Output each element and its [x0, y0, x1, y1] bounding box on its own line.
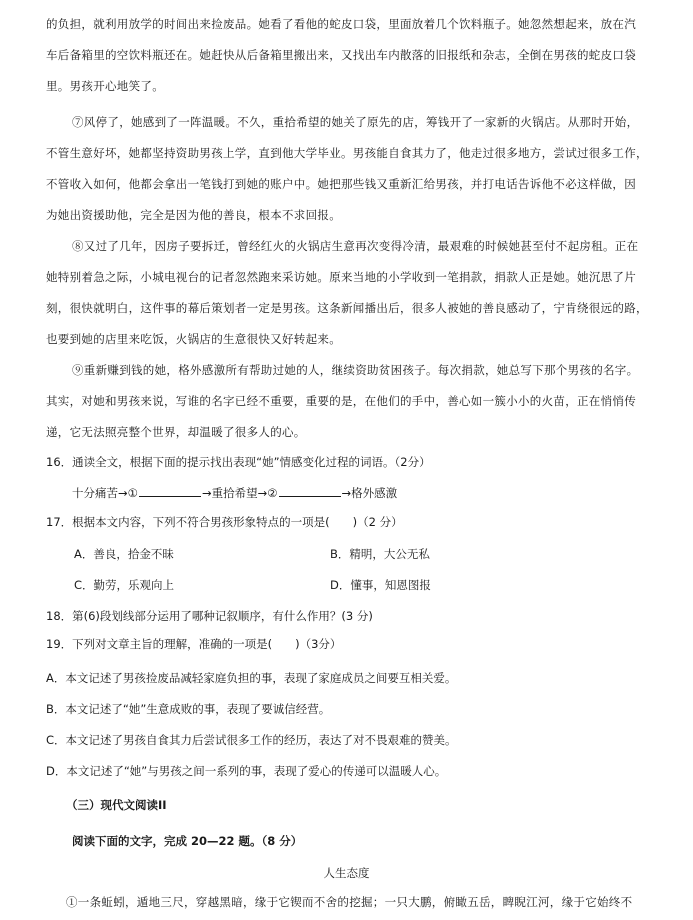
question-17-option-c[interactable]: C．勤劳，乐观向上 — [74, 578, 175, 592]
passage-line: ⑦风停了，她感到了一阵温暖。不久，重拾希望的她关了原先的店，筹钱开了一家新的火锅店。从那时开始， — [72, 115, 639, 129]
passage-line: 她特别着急之际，小城电视台的记者忽然跑来采访她。原来当地的小学收到一笔捐款，捐款人正是她。她沉思了片 — [46, 270, 636, 284]
passage-line: 也要到她的店里来吃饭，火锅店的生意很快又好转起来。 — [46, 332, 341, 346]
question-17-stem: 17．根据本文内容，下列不符合男孩形象特点的一项是( )（2 分） — [46, 515, 403, 529]
question-17-option-a[interactable]: A．善良，拾金不昧 — [74, 547, 174, 561]
chain-end: →格外感激 — [341, 486, 398, 500]
section-heading: （三）现代文阅读II — [66, 798, 167, 812]
chain-middle: →重拾希望→② — [201, 486, 278, 500]
question-19-option-d[interactable]: D．本文记述了“她”与男孩之间一系列的事，表现了爱心的传递可以温暖人心。 — [46, 764, 447, 778]
passage-line: ⑧又过了几年，因房子要拆迁，曾经红火的火锅店生意再次变得冷清，最艰难的时候她甚至付不起房租。正在 — [72, 239, 639, 253]
passage-line: ⑨重新赚到钱的她，格外感激所有帮助过她的人，继续资助贫困孩子。每次捐款，她总写下那个男孩的名字。 — [72, 363, 639, 377]
passage-line: 里。男孩开心地笑了。 — [46, 79, 164, 93]
question-19-option-c[interactable]: C．本文记述了男孩自食其力后尝试很多工作的经历，表达了对不畏艰难的赞美。 — [46, 733, 457, 747]
passage-line: 的负担，就利用放学的时间出来捡废品。她看了看他的蛇皮口袋，里面放着几个饮料瓶子。她忽然想起来，放在汽 — [46, 17, 636, 31]
answer-blank-2[interactable] — [279, 484, 341, 497]
question-19-stem: 19．下列对文章主旨的理解，准确的一项是( )（3分） — [46, 637, 342, 651]
passage-line: 车后备箱里的空饮料瓶还在。她赶快从后备箱里搬出来，又找出车内散落的旧报纸和杂志，全倒在男孩的蛇皮口袋 — [46, 48, 636, 62]
passage-line: 不管收入如何，他都会拿出一笔钱打到她的账户中。她把那些钱又重新汇给男孩，并打电话告诉他不必这样做，因 — [46, 177, 636, 191]
question-17-option-b[interactable]: B．精明，大公无私 — [330, 547, 430, 561]
question-17-option-d[interactable]: D．懂事，知恩图报 — [330, 578, 431, 592]
question-19-option-b[interactable]: B．本文记述了“她”生意成败的事，表现了要诚信经营。 — [46, 702, 331, 716]
passage-line: 不管生意好坏，她都坚持资助男孩上学，直到他大学毕业。男孩能自食其力了，他走过很多地方，尝试过很多工作， — [46, 146, 648, 160]
question-19-option-a[interactable]: A．本文记述了男孩捡废品减轻家庭负担的事，表现了家庭成员之间要互相关爱。 — [46, 671, 457, 685]
question-16-stem: 16．通读全文，根据下面的提示找出表现“她”情感变化过程的词语。（2分） — [46, 455, 431, 469]
essay-title: 人生态度 — [323, 866, 370, 880]
essay-first-line: ①一条蚯蚓，遁地三尺，穿越黑暗，缘于它锲而不舍的挖掘；一只大鹏，俯瞰五岳，睥睨江河，缘于它始终不 — [66, 895, 633, 909]
passage-line: 刻，很快就明白，这件事的幕后策划者一定是男孩。这条新闻播出后，很多人被她的善良感动了，宁肯绕很远的路， — [46, 301, 648, 315]
question-16-chain — [72, 484, 397, 501]
question-18-stem: 18．第(6)段划线部分运用了哪种记叙顺序，有什么作用？(3 分) — [46, 609, 373, 623]
passage-line: 为她出资援助他，完全是因为他的善良，根本不求回报。 — [46, 208, 341, 222]
reading-instruction: 阅读下面的文字，完成 20—22 题。（8 分） — [72, 834, 303, 848]
answer-blank-1[interactable] — [139, 484, 201, 497]
chain-start: 十分痛苦→① — [72, 486, 138, 500]
passage-line: 其实，对她和男孩来说，写谁的名字已经不重要，重要的是，在他们的手中，善心如一簇小小的火苗，正在悄悄传 — [46, 394, 636, 408]
passage-line: 递，它无法照亮整个世界，却温暖了很多人的心。 — [46, 425, 306, 439]
